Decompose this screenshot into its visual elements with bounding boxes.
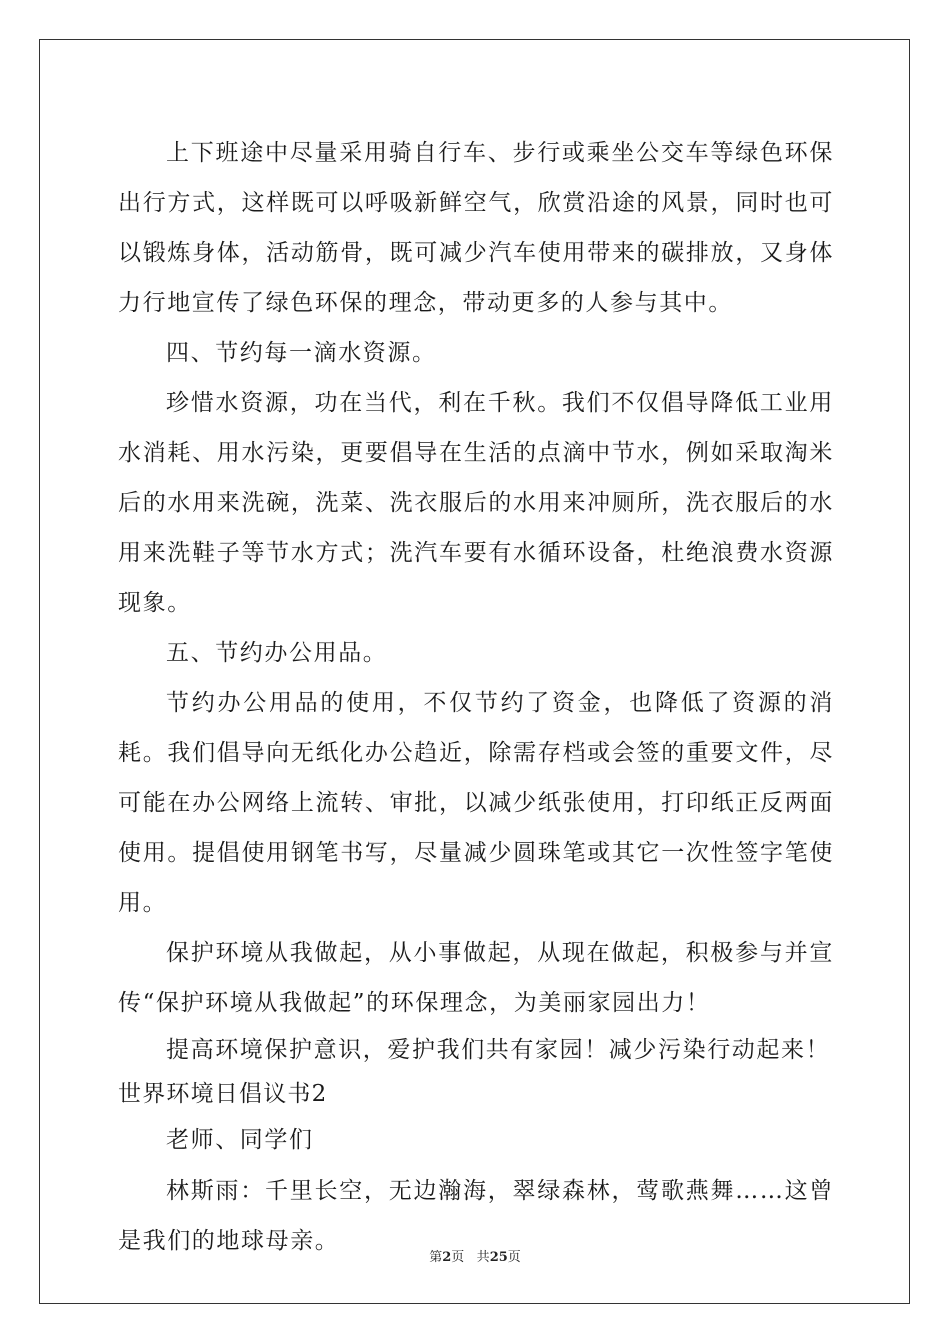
paragraph-save-water: 珍惜水资源，功在当代，利在千秋。我们不仅倡导降低工业用水消耗、用水污染，更要倡导在生活的点滴中节水，例如采取淘米后的水用来洗碗，洗菜、洗衣服后的水用来冲厕所，洗衣服后的水用来洗鞋子等节水方式；洗汽车要有水循环设备，杜绝浪费水资源现象。 [118, 390, 834, 616]
section-title: 世界环境日倡议书2 [118, 1081, 328, 1107]
paragraph-call-to-action: 提高环境保护意识，爱护我们共有家园！减少污染行动起来！ [166, 1037, 831, 1063]
footer-page-suffix: 页 [451, 1250, 465, 1265]
salutation: 老师、同学们 [166, 1127, 314, 1153]
page-footer [0, 1246, 950, 1265]
paragraph-protect-environment: 保护环境从我做起，从小事做起，从现在做起，积极参与并宣传“保护环境从我做起”的环保理念，为美丽家园出力！ [118, 940, 834, 1016]
paragraph-green-commute: 上下班途中尽量采用骑自行车、步行或乘坐公交车等绿色环保出行方式，这样既可以呼吸新鲜空气，欣赏沿途的风景，同时也可以锻炼身体，活动筋骨，既可减少汽车使用带来的碳排放，又身体力行地宣传了绿色环保的理念，带动更多的人参与其中。 [118, 140, 834, 316]
footer-page-prefix: 第 [429, 1250, 443, 1265]
heading-save-office-supplies: 五、节约办公用品。 [166, 640, 388, 666]
footer-page-number: 2 [442, 1250, 452, 1265]
footer-total-suffix: 页 [507, 1250, 521, 1265]
paragraph-save-office-supplies: 节约办公用品的使用，不仅节约了资金，也降低了资源的消耗。我们倡导向无纸化办公趋近，除需存档或会签的重要文件，尽可能在办公网络上流转、审批，以减少纸张使用，打印纸正反两面使用。提倡使用钢笔书写，尽量减少圆珠笔或其它一次性签字笔使用。 [118, 690, 834, 916]
closing-paragraph: 林斯雨：千里长空，无边瀚海，翠绿森林，莺歌燕舞……这曾是我们的地球母亲。 [118, 1178, 834, 1254]
footer-total-prefix: 共 [476, 1250, 490, 1265]
footer-total-pages: 25 [489, 1250, 508, 1265]
heading-save-water: 四、节约每一滴水资源。 [166, 340, 437, 366]
document-body [118, 128, 834, 1266]
